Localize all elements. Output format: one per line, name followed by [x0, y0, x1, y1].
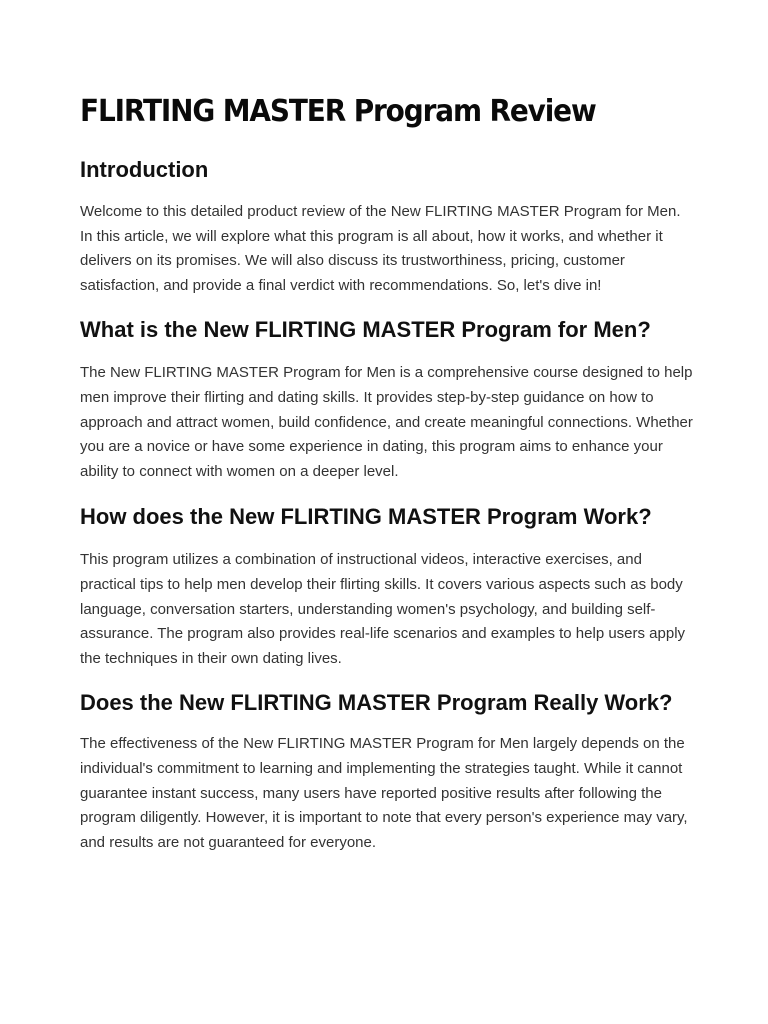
section-heading: What is the New FLIRTING MASTER Program for Men?	[80, 317, 651, 343]
section-paragraph: The New FLIRTING MASTER Program for Men is a comprehensive course designed to help men improve their flirting and dating skills. It provides step-by-step guidance on how to approach and attract women, build confidence, and create meaningful connections. Whether you are a novice or have some experience in dating, this program aims to enhance your ability to connect with women on a deeper level.	[80, 364, 693, 480]
section-heading: How does the New FLIRTING MASTER Program Work?	[80, 504, 652, 530]
section-paragraph: The effectiveness of the New FLIRTING MASTER Program for Men largely depends on the individual's commitment to learning and implementing the strategies taught. While it cannot guarantee instant success, many users have reported positive results after following the program diligently. However, it is important to note that every person's experience may vary, and results are not guaranteed for everyone.	[80, 735, 688, 851]
section-does-it-work	[80, 690, 696, 855]
page-title: FLIRTING MASTER Program Review	[80, 94, 596, 129]
section-heading: Introduction	[80, 157, 209, 182]
document-page	[80, 92, 696, 855]
section-how-it-works	[80, 504, 696, 671]
section-heading: Does the New FLIRTING MASTER Program Really Work?	[80, 690, 673, 716]
section-paragraph: Welcome to this detailed product review of the New FLIRTING MASTER Program for Men. In this article, we will explore what this program is all about, how it works, and whether it delivers on its promises. We will also discuss its trustworthiness, pricing, customer satisfaction, and provide a final verdict with recommendations. So, let's dive in!	[80, 203, 681, 294]
section-what-is	[80, 317, 696, 484]
section-paragraph: This program utilizes a combination of instructional videos, interactive exercises, and practical tips to help men develop their flirting skills. It covers various aspects such as body language, conversation starters, understanding women's psychology, and building self-assurance. The program also provides real-life scenarios and examples to help users apply the techniques in their own dating lives.	[80, 551, 686, 667]
section-introduction	[80, 157, 696, 298]
